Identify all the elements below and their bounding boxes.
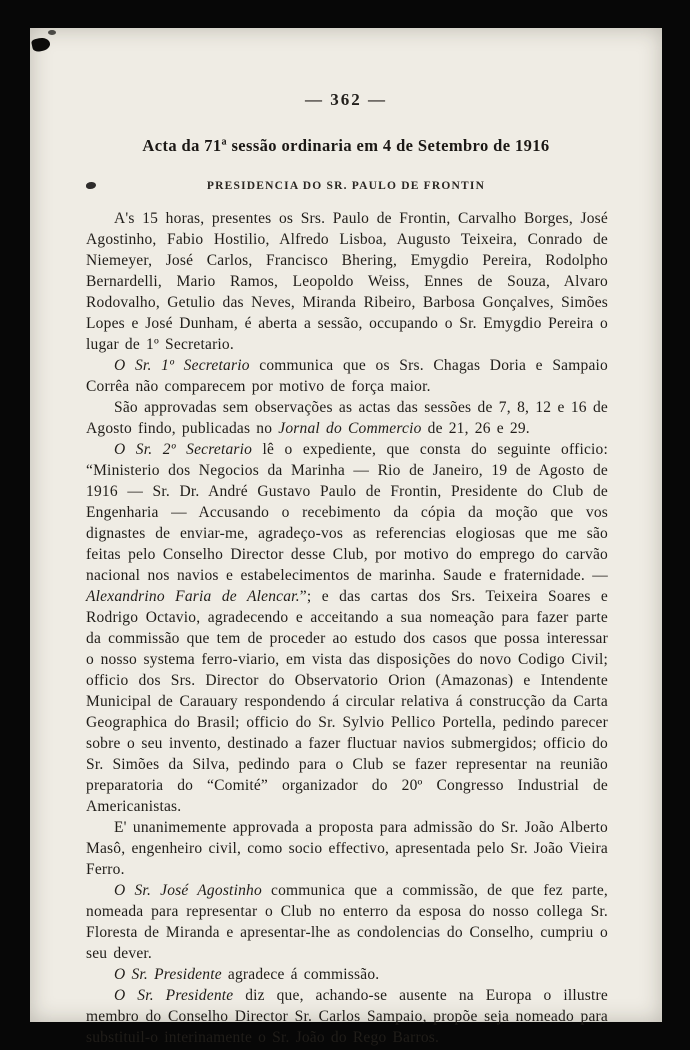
text-segment: communica que a commissão, de que fez parte, nomeada para representar o Club no enterro da esposa do nosso collega Sr. Floresta de Miranda e apresentar-lhe as condolencias do Conselho, cumpriu o seu dever. — [86, 882, 608, 962]
text-segment: de 21, 26 e 29. — [421, 420, 530, 437]
paragraph — [86, 985, 608, 1048]
italic-text-segment: Jornal do Commercio — [278, 420, 422, 437]
page-title: Acta da 71ª sessão ordinaria em 4 de Setembro de 1916 — [142, 136, 550, 155]
italic-text-segment: O Sr. Presidente — [114, 987, 234, 1004]
paragraph — [86, 397, 608, 439]
italic-text-segment: O Sr. 1º Secretario — [114, 357, 250, 374]
text-segment: agradece á commissão. — [221, 966, 380, 983]
presidency-line: PRESIDENCIA DO SR. PAULO DE FRONTIN — [206, 180, 486, 192]
italic-text-segment: O Sr. 2º Secretario — [114, 441, 253, 458]
page-number: — 362 — — [305, 90, 387, 109]
scan-artifact — [48, 30, 56, 35]
text-segment: diz que, achando-se ausente na Europa o illustre membro do Conselho Director Sr. Carlos Sampaio, propõe seja nomeado para substituil-o interinamente o Sr. João do Rego Barros. — [86, 987, 608, 1046]
italic-text-segment: O Sr. Presidente — [114, 966, 222, 983]
paragraph — [86, 208, 608, 355]
paragraph — [86, 439, 608, 817]
text-segment: São approvadas sem observações as actas das sessões de 7, 8, 12 e 16 de Agosto findo, publicadas no — [86, 399, 608, 437]
text-segment: communica que os Srs. Chagas Doria e Sampaio Corrêa não comparecem por motivo de força maior. — [86, 357, 608, 395]
italic-text-segment: O Sr. José Agostinho — [114, 882, 262, 899]
italic-text-segment: Alexandrino Faria de Alencar. — [86, 588, 300, 605]
document-page — [30, 28, 662, 1046]
paragraph — [86, 964, 608, 985]
text-segment: ”; e das cartas dos Srs. Teixeira Soares e Rodrigo Octavio, agradecendo e acceitando a sua nomeação para fazer parte da commissão que tem de proceder ao estudo dos casos que possa interessar o nosso systema ferro-viario, em vista das disposições do novo Codigo Civil; officio dos Srs. Director do Observatorio Orion (Amazonas) e Intendente Municipal de Carauary respondendo á circular relativa á construcção da Carta Geographica do Brasil; officio do Sr. Sylvio Pellico Portella, pedindo parecer sobre o seu invento, destinado a fazer fluctuar navios submergidos; officio do Sr. Simões da Silva, pedindo para o Club se fazer representar na reunião preparatoria do “Comité” organizador do 20º Congresso Industrial de Americanistas. — [86, 588, 608, 815]
text-segment: A's 15 horas, presentes os Srs. Paulo de Frontin, Carvalho Borges, José Agostinho, Fabio Hostilio, Alfredo Lisboa, Augusto Teixeira, Conrado de Niemeyer, José Carlos, Francisco Bhering, Emygdio Pereira, Rodolpho Bernardelli, Mario Ramos, Leopoldo Weiss, Ennes de Souza, Alvaro Rodovalho, Getulio das Neves, Miranda Ribeiro, Barbosa Gonçalves, Simões Lopes e José Dunham, é aberta a sessão, occupando o Sr. Emygdio Pereira o lugar de 1º Secretario. — [86, 210, 608, 353]
paragraph — [86, 817, 608, 880]
paragraph — [86, 880, 608, 964]
text-segment: lê o expediente, que consta do seguinte officio: “Ministerio dos Negocios da Marinha — Rio de Janeiro, 19 de Agosto de 1916 — Sr. Dr. André Gustavo Paulo de Frontin, Presidente do Club de Engenharia — Accusando o recebimento da cópia da moção que vos dignastes de enviar-me, agradeço-vos as referencias elogiosas que me são feitas pelo Conselho Director desse Club, por motivo do emprego do carvão nacional nos navios e estabelecimentos de marinha. Saude e fraternidade. — — [86, 441, 608, 584]
paragraph — [86, 355, 608, 397]
text-segment: E' unanimemente approvada a proposta para admissão do Sr. João Alberto Masô, engenheiro civil, como socio effectivo, apresentada pelo Sr. João Vieira Ferro. — [86, 819, 608, 878]
document-body — [86, 208, 608, 1048]
